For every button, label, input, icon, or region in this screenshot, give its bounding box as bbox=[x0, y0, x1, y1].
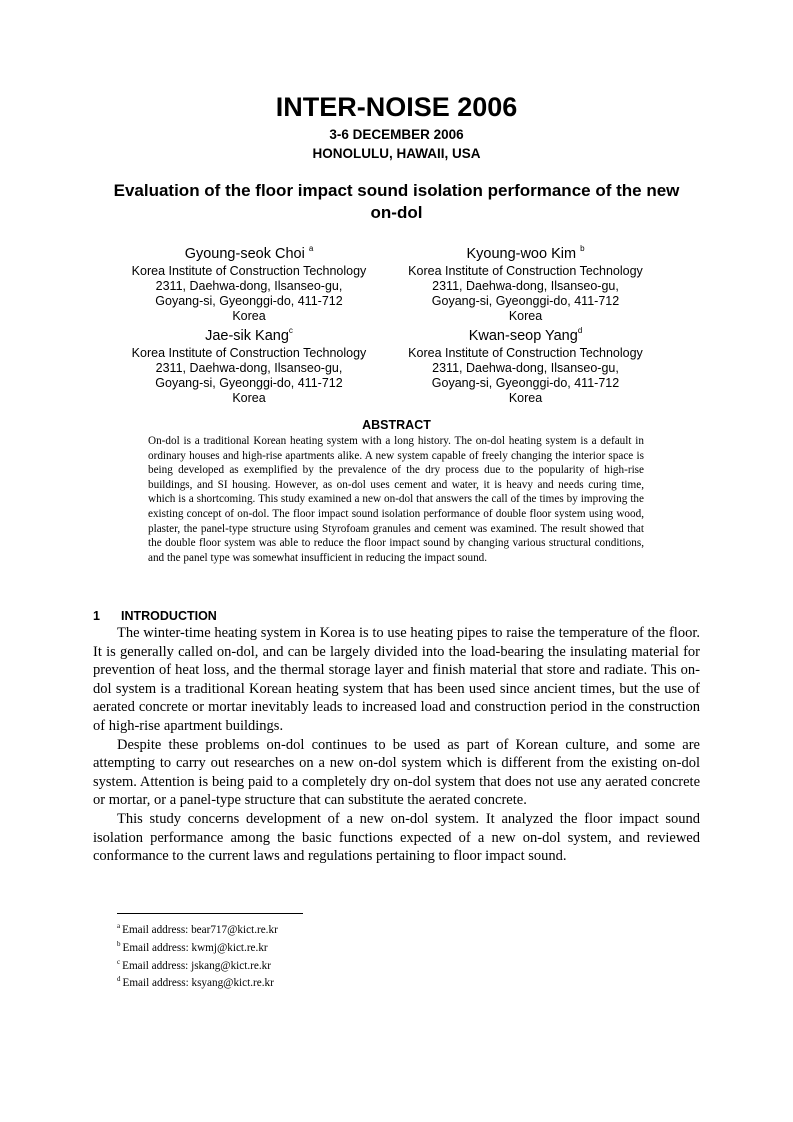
author-institution: Korea Institute of Construction Technology bbox=[131, 346, 367, 360]
footnote bbox=[117, 956, 278, 974]
section-title: INTRODUCTION bbox=[121, 609, 217, 623]
paper-title: Evaluation of the floor impact sound isolation performance of the new on-dol bbox=[113, 181, 680, 222]
author-mark: c bbox=[288, 326, 293, 335]
author-country: Korea bbox=[508, 309, 543, 323]
footnote-mark: d bbox=[117, 975, 121, 984]
author-institution: Korea Institute of Construction Technology bbox=[131, 264, 367, 278]
author-address-1: 2311, Daehwa-dong, Ilsanseo-gu, bbox=[155, 361, 343, 375]
author-address-2: Goyang-si, Gyeonggi-do, 411-712 bbox=[431, 294, 620, 308]
abstract-heading: ABSTRACT bbox=[362, 418, 431, 432]
author-address-2: Goyang-si, Gyeonggi-do, 411-712 bbox=[155, 376, 343, 390]
author-block-yang bbox=[383, 321, 668, 406]
author-address-1: 2311, Daehwa-dong, Ilsanseo-gu, bbox=[155, 279, 343, 293]
footnotes bbox=[117, 920, 278, 991]
footnote bbox=[117, 920, 278, 938]
abstract-text: On-dol is a traditional Korean heating system with a long history. The on-dol heating system is a default in ordinary houses and high-rise apartments alike. A new system capable of freely changing the interior space is being developed as exemplified by the prevalence of the dry process due to the popularity of high-rise buildings, and SI housing. However, as on-dol uses cement and water, it is heavy and needs curing time, which is a shortcoming. This study examined a new on-dol that answers the call of the times by improving the existing concept of on-dol. The floor impact sound isolation performance of double floor system using wood, plaster, the panel-type structure using Styrofoam granules and cement was examined. The result showed that the double floor system was able to reduce the floor impact sound by changing various structural conditions, and the panel type was somewhat insufficient in reducing the impact sound. bbox=[148, 435, 644, 564]
author-name: Kyoung-woo Kim bbox=[466, 246, 577, 262]
footnote-divider bbox=[117, 913, 303, 914]
section-heading bbox=[93, 609, 217, 623]
author-country: Korea bbox=[508, 391, 543, 405]
author-mark: b bbox=[580, 244, 585, 253]
section-number: 1 bbox=[93, 609, 100, 623]
author-address-2: Goyang-si, Gyeonggi-do, 411-712 bbox=[155, 294, 343, 308]
paragraph: This study concerns development of a new on-dol system. It analyzed the floor impact sound isolation performance among the basic functions expected of a new on-dol system, and reviewed conformance to the current laws and regulations pertaining to floor impact sound. bbox=[93, 810, 700, 865]
author-block-kim bbox=[383, 239, 668, 324]
author-block-choi bbox=[120, 239, 378, 324]
footnote-mark: b bbox=[117, 939, 121, 948]
author-institution: Korea Institute of Construction Technology bbox=[408, 264, 643, 278]
author-institution: Korea Institute of Construction Technology bbox=[408, 346, 643, 360]
author-name-line bbox=[120, 321, 378, 346]
author-block-kang bbox=[120, 321, 378, 406]
author-name: Gyoung-seok Choi bbox=[184, 246, 305, 262]
footnote bbox=[117, 938, 278, 956]
conference-dates: 3-6 DECEMBER 2006 bbox=[329, 127, 464, 142]
author-address-1: 2311, Daehwa-dong, Ilsanseo-gu, bbox=[432, 279, 619, 293]
author-mark: a bbox=[308, 244, 314, 253]
footnote-text: Email address: jskang@kict.re.kr bbox=[122, 959, 271, 972]
author-name-line bbox=[120, 239, 378, 264]
footnote-text: Email address: bear717@kict.re.kr bbox=[122, 924, 278, 936]
footnote-mark: c bbox=[117, 957, 121, 966]
author-name-line bbox=[383, 321, 668, 346]
conference-location: HONOLULU, HAWAII, USA bbox=[312, 146, 481, 161]
introduction-body bbox=[93, 624, 700, 866]
paragraph: The winter-time heating system in Korea is to use heating pipes to raise the temperature of the floor. It is generally called on-dol, and can be largely divided into the load-bearing the insulating material for prevention of heat loss, and the thermal storage layer and finish material that store and radiate. This on-dol system is a traditional Korean heating system that has been used since ancient times, but the use of aerated concrete or mortar inevitably leads to increased load and construction period in the construction of high-rise apartment buildings. bbox=[93, 625, 700, 734]
footnote-text: Email address: kwmj@kict.re.kr bbox=[122, 941, 268, 954]
footnote-text: Email address: ksyang@kict.re.kr bbox=[122, 977, 274, 990]
footnote bbox=[117, 973, 278, 991]
author-name-line bbox=[383, 239, 668, 264]
author-mark: d bbox=[577, 326, 583, 335]
author-name: Kwan-seop Yang bbox=[468, 328, 578, 344]
author-address-2: Goyang-si, Gyeonggi-do, 411-712 bbox=[431, 376, 620, 390]
author-name: Jae-sik Kang bbox=[205, 328, 289, 344]
author-address-1: 2311, Daehwa-dong, Ilsanseo-gu, bbox=[432, 361, 619, 375]
paragraph: Despite these problems on-dol continues to be used as part of Korean culture, and some are attempting to carry out researches on a new on-dol system which is different from the existing on-dol system. Attention is being paid to a completely dry on-dol system that does not use any aerated concrete or mortar, or a panel-type structure that can substitute the aerated concrete. bbox=[93, 736, 700, 809]
author-country: Korea bbox=[232, 391, 266, 405]
author-country: Korea bbox=[232, 309, 266, 323]
footnote-mark: a bbox=[117, 922, 121, 930]
conference-title: INTER-NOISE 2006 bbox=[275, 92, 518, 122]
